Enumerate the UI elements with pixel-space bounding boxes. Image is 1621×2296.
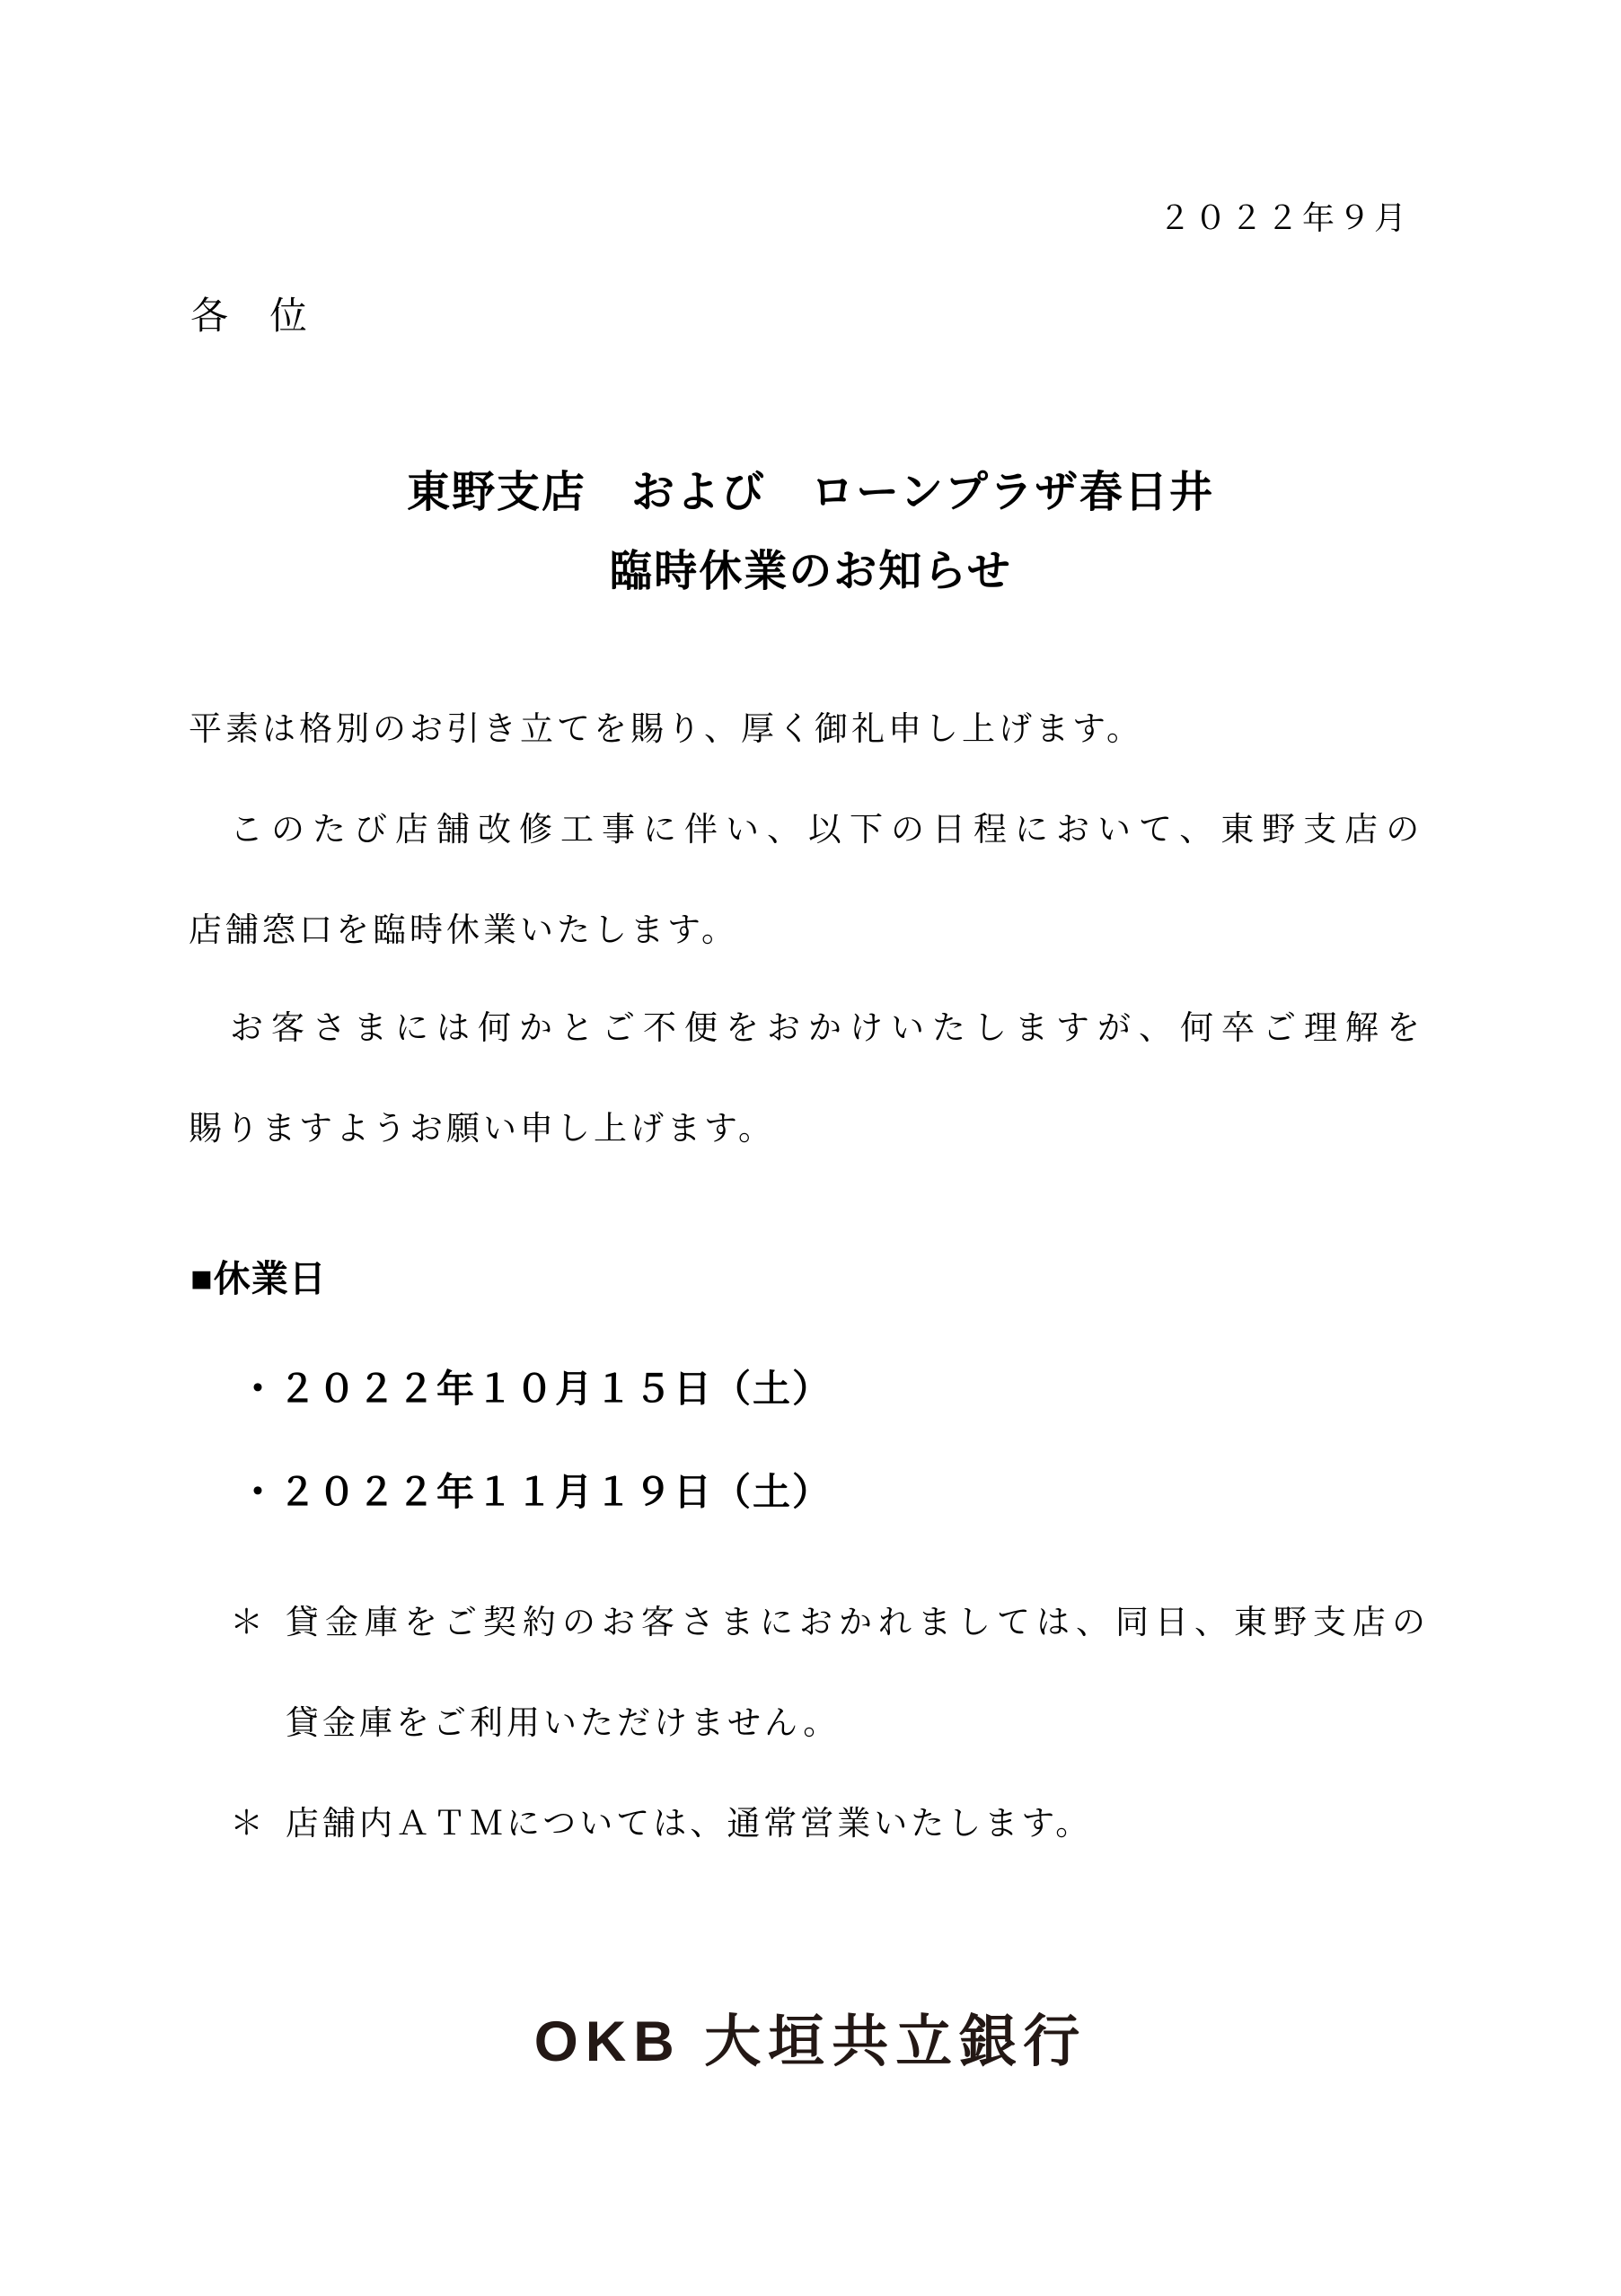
apology-line-1: お客さまには何かとご不便をおかけいたしますが、何卒ご理解を xyxy=(189,1010,1428,1047)
title-line-2: 臨時休業のお知らせ xyxy=(609,548,1012,595)
greeting-line-1: 平素は格別のお引き立てを賜り、厚く御礼申し上げます。 xyxy=(189,711,1144,748)
closure-section-heading: ■休業日 xyxy=(190,1258,327,1299)
note-safe-deposit-lines xyxy=(286,1573,1435,1774)
note-atm xyxy=(230,1774,1435,1875)
note-asterisk-marker: ＊ xyxy=(230,1806,263,1843)
closure-date-2: ・２０２２年１１月１９日（土） xyxy=(239,1471,833,1513)
notes-section xyxy=(230,1573,1435,1875)
note-atm-lines xyxy=(286,1774,1435,1875)
recipient-line: 各 位 xyxy=(190,296,310,338)
apology-line-2: 賜りますようお願い申し上げます。 xyxy=(189,1111,776,1148)
note-safe-deposit-line-1: 貸金庫をご契約のお客さまにおかれましては、同日、東野支店の xyxy=(286,1605,1432,1641)
document-date: ２０２２年９月 xyxy=(1158,200,1410,236)
note-safe-deposit xyxy=(230,1573,1435,1774)
okb-bank-logo: OKB 大垣共立銀行 xyxy=(533,2010,1088,2073)
note-safe-deposit-line-2: 貸金庫をご利用いただけません。 xyxy=(286,1705,841,1742)
closure-date-1: ・２０２２年１０月１５日（土） xyxy=(239,1368,833,1410)
note-asterisk-marker: ＊ xyxy=(230,1605,263,1641)
greeting-line-2: このたび店舗改修工事に伴い、以下の日程において、東野支店の xyxy=(189,812,1428,849)
apology-paragraph xyxy=(189,979,1435,1180)
title-line-1: 東野支店 および ローンプラザ春日井 xyxy=(406,469,1215,516)
note-atm-line-1: 店舗内ＡＴＭについては、通常営業いたします。 xyxy=(286,1806,1093,1843)
document-title xyxy=(0,453,1621,611)
greeting-line-3: 店舗窓口を臨時休業いたします。 xyxy=(189,912,739,949)
greeting-paragraph xyxy=(189,680,1435,981)
